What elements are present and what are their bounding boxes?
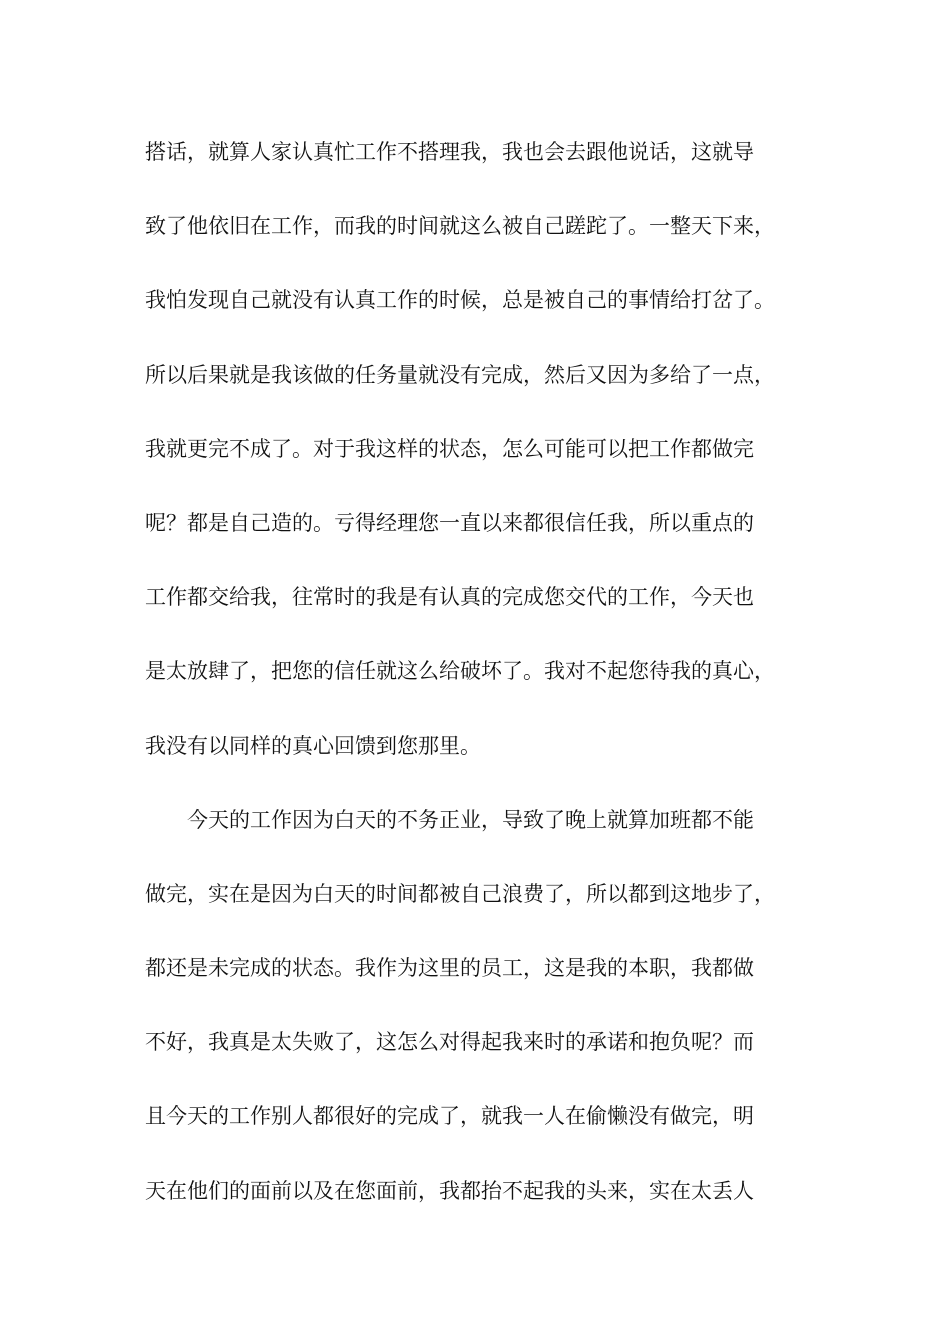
text-line: 搭话，就算人家认真忙工作不搭理我，我也会去跟他说话，这就导 bbox=[145, 140, 754, 164]
text-line: 呢？都是自己造的。亏得经理您一直以来都很信任我，所以重点的 bbox=[145, 510, 754, 535]
text-line: 做完，实在是因为白天的时间都被自己浪费了，所以都到这地步了， bbox=[145, 881, 775, 906]
text-line: 我没有以同样的真心回馈到您那里。 bbox=[145, 733, 481, 758]
text-line: 工作都交给我，往常时的我是有认真的完成您交代的工作，今天也 bbox=[145, 585, 754, 610]
text-line: 致了他依旧在工作，而我的时间就这么被自己蹉跎了。一整天下来， bbox=[145, 214, 775, 239]
text-line: 我怕发现自己就没有认真工作的时候，总是被自己的事情给打岔了。 bbox=[145, 288, 775, 313]
text-line: 且今天的工作别人都很好的完成了，就我一人在偷懒没有做完，明 bbox=[145, 1104, 754, 1129]
text-line: 我就更完不成了。对于我这样的状态，怎么可能可以把工作都做完 bbox=[145, 436, 754, 461]
text-line: 所以后果就是我该做的任务量就没有完成，然后又因为多给了一点， bbox=[145, 362, 775, 387]
body-text bbox=[145, 131, 835, 1244]
text-line: 天在他们的面前以及在您面前，我都抬不起我的头来，实在太丢人 bbox=[145, 1178, 754, 1203]
text-line: 都还是未完成的状态。我作为这里的员工，这是我的本职，我都做 bbox=[145, 956, 754, 981]
paragraph-start-line: 今天的工作因为白天的不务正业，导致了晚上就算加班都不能 bbox=[187, 807, 754, 832]
text-line: 不好，我真是太失败了，这怎么对得起我来时的承诺和抱负呢？而 bbox=[145, 1030, 754, 1055]
text-line: 是太放肆了，把您的信任就这么给破坏了。我对不起您待我的真心， bbox=[145, 659, 775, 684]
